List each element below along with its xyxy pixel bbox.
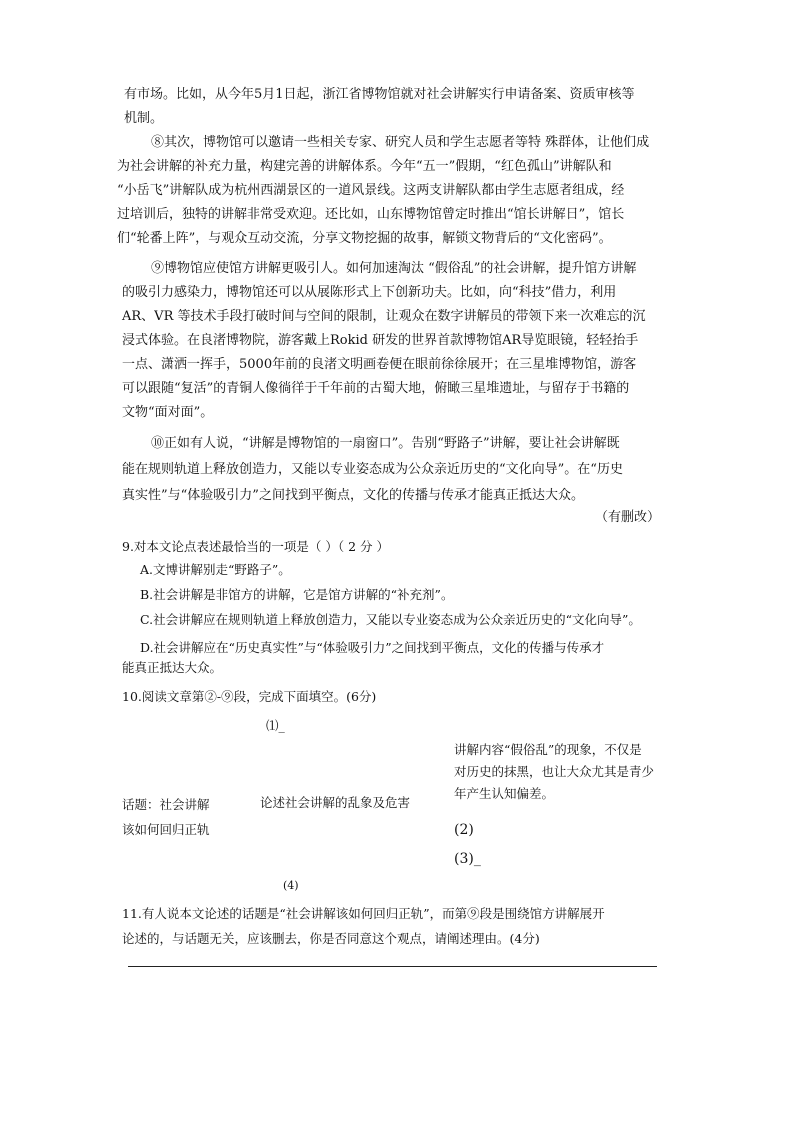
paragraph-line: AR、VR 等技术手段打破时间与空间的限制，让观众在数字讲解员的带领下来一次难忘的沉 bbox=[122, 309, 646, 324]
paragraph-line: 文物“面对面”。 bbox=[122, 405, 214, 420]
diagram-right-text: 对历史的抹黑，也让大众尤其是青少 bbox=[454, 764, 655, 779]
paragraph-line: 为社会讲解的补充力量，构建完善的讲解体系。今年“五一”假期，“红色孤山”讲解队和 bbox=[117, 159, 612, 174]
option-d-continued: 能真正抵达大众。 bbox=[122, 660, 223, 675]
paragraph-line: ⑩正如有人说，“讲解是博物馆的一扇窗口”。告别“野路子”讲解，要让社会讲解既 bbox=[151, 436, 620, 451]
paragraph-line: ⑧其次，博物馆可以邀请一些相关专家、研究人员和学生志愿者等特 殊群体，让他们成 bbox=[151, 135, 650, 150]
diagram-middle-label: 论述社会讲解的乱象及危害 bbox=[260, 795, 411, 810]
diagram-topic-continued: 该如何回归正轨 bbox=[122, 822, 210, 837]
option-c: C.社会讲解应在规则轨道上释放创造力，又能以专业姿态成为公众亲近历史的“文化向导”。 bbox=[140, 612, 641, 627]
diagram-topic: 话题：社会讲解 bbox=[122, 797, 210, 812]
question-stem: 10.阅读文章第②-⑨段，完成下面填空。(6分) bbox=[122, 689, 377, 704]
paragraph-line: 真实性”与“体验吸引力”之间找到平衡点，文化的传播与传承才能真正抵达大众。 bbox=[122, 488, 584, 503]
option-a: A.文博讲解别走“野路子”。 bbox=[140, 562, 291, 577]
paragraph-line: 们“轮番上阵”，与观众互动交流，分享文物挖掘的故事，解锁文物背后的“文化密码”。 bbox=[117, 231, 612, 246]
fill-blank-4[interactable]: (4) bbox=[283, 879, 299, 892]
question-stem: 11.有人说本文论述的话题是“社会讲解该如何回归正轨”，而第⑨段是围绕馆方讲解展开 bbox=[122, 906, 605, 921]
fill-blank-2[interactable]: (2) bbox=[454, 822, 474, 838]
paragraph-line: 有市场。比如，从今年5月1日起，浙江省博物馆就对社会讲解实行申请备案、资质审核等 bbox=[124, 87, 635, 102]
answer-line[interactable] bbox=[128, 966, 657, 967]
option-b: B.社会讲解是非馆方的讲解，它是馆方讲解的“补充剂”。 bbox=[140, 587, 454, 602]
option-d: D.社会讲解应在“历史真实性”与“体验吸引力”之间找到平衡点，文化的传播与传承才 bbox=[140, 640, 605, 655]
diagram-right-text: 讲解内容“假俗乱”的现象，不仅是 bbox=[454, 742, 642, 757]
question-stem-continued: 论述的，与话题无关，应该删去，你是否同意这个观点，请阐述理由。(4分) bbox=[122, 931, 540, 946]
edit-note: （有删改） bbox=[595, 510, 661, 525]
fill-blank-1[interactable]: ⑴_ bbox=[266, 718, 285, 733]
paragraph-line: 可以跟随“复活”的青铜人像徜徉于千年前的古蜀大地，俯瞰三星堆遗址，与留存于书籍的 bbox=[122, 381, 630, 396]
paragraph-line: 过培训后，独特的讲解非常受欢迎。还比如，山东博物馆曾定时推出“馆长讲解日”，馆长 bbox=[117, 207, 625, 222]
fill-blank-3[interactable]: (3)_ bbox=[454, 851, 481, 867]
paragraph-line: 的吸引力感染力，博物馆还可以从展陈形式上下创新功夫。比如，向“科技”借力，利用 bbox=[122, 285, 617, 300]
diagram-right-text: 年产生认知偏差。 bbox=[454, 786, 555, 801]
question-stem: 9.对本文论点表述最恰当的一项是（ ）（ 2 分 ） bbox=[122, 539, 390, 554]
paragraph-line: ⑨博物馆应使馆方讲解更吸引人。如何加速淘汰 “假俗乱”的社会讲解，提升馆方讲解 bbox=[151, 261, 637, 276]
paragraph-line: 能在规则轨道上释放创造力，又能以专业姿态成为公众亲近历史的“文化向导”。在“历史 bbox=[122, 462, 623, 477]
paragraph-line: “小岳飞”讲解队成为杭州西湖景区的一道风景线。这两支讲解队都由学生志愿者组成，经 bbox=[117, 183, 625, 198]
paragraph-line: 机制。 bbox=[124, 111, 164, 126]
paragraph-line: 一点、潇洒一挥手，5000年前的良渚文明画卷便在眼前徐徐展开；在三星堆博物馆，游客 bbox=[122, 357, 637, 372]
paragraph-line: 浸式体验。在良渚博物院，游客戴上Rokid 研发的世界首款博物馆AR导览眼镜，轻轻抬手 bbox=[122, 333, 639, 348]
